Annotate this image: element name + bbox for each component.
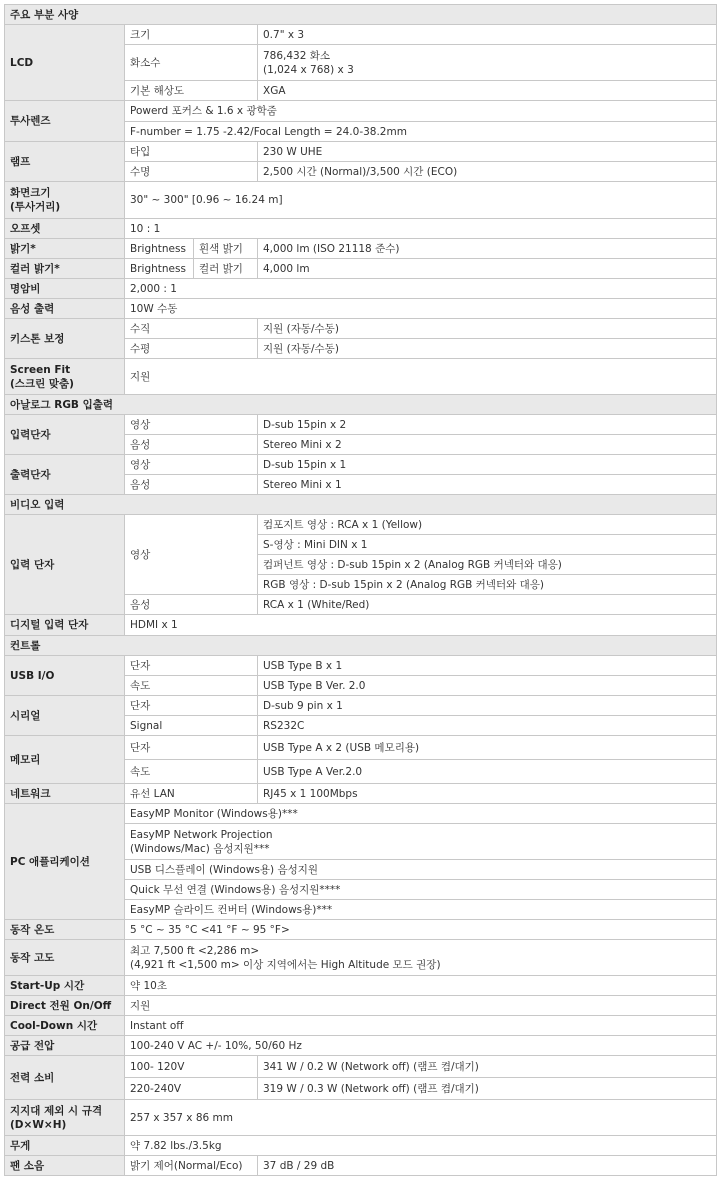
table-row [5, 1156, 717, 1176]
table-row [5, 736, 717, 760]
row-header-analog-out: 출력단자 [5, 455, 125, 495]
video-in-v4: RGB 영상 : D-sub 15pin x 2 (Analog RGB 커넥터와 대응) [258, 575, 717, 595]
table-row [5, 615, 717, 636]
analog-out-audio-value: Stereo Mini x 1 [258, 475, 717, 495]
analog-out-audio-label: 음성 [125, 475, 258, 495]
video-in-v2: S-영상 : Mini DIN x 1 [258, 535, 717, 555]
lcd-pixels-value [258, 45, 717, 81]
table-row [5, 996, 717, 1016]
color-brightness-value: 4,000 lm [258, 259, 717, 279]
table-row [5, 319, 717, 339]
keystone-h-value: 지원 (자동/수동) [258, 339, 717, 359]
row-header-screen [5, 182, 125, 219]
startup-value: 약 10초 [125, 976, 717, 996]
table-row [5, 359, 717, 395]
power-cons-r2-label: 220-240V [125, 1078, 258, 1100]
network-sub: 유선 LAN [125, 784, 258, 804]
screen-label-2: (투사거리) [10, 201, 61, 213]
table-row [5, 101, 717, 122]
table-row [5, 239, 717, 259]
serial-signal-label: Signal [125, 716, 258, 736]
row-header-op-alt: 동작 고도 [5, 940, 125, 976]
pc-app-4: Quick 무선 연결 (Windows용) 음성지원**** [125, 880, 717, 900]
op-alt-line-2: (4,921 ft <1,500 m> 이상 지역에서는 High Altitude 모드 권장) [130, 958, 441, 971]
pc-app-3: USB 디스플레이 (Windows용) 음성지원 [125, 860, 717, 880]
row-header-lamp: 램프 [5, 142, 125, 182]
dimensions-value: 257 x 357 x 86 mm [125, 1100, 717, 1136]
table-row [5, 455, 717, 475]
color-brightness-sub: Brightness [125, 259, 194, 279]
row-header-power-supply: 공급 전압 [5, 1036, 125, 1056]
row-header-memory: 메모리 [5, 736, 125, 784]
fan-noise-sub: 밝기 제어(Normal/Eco) [125, 1156, 258, 1176]
dimensions-label-1: 지지대 제외 시 규격 [10, 1104, 103, 1117]
video-in-v1: 컴포지트 영상 : RCA x 1 (Yellow) [258, 515, 717, 535]
brightness-sub2: 흰색 밝기 [194, 239, 258, 259]
row-header-video-in: 입력 단자 [5, 515, 125, 615]
lamp-life-value: 2,500 시간 (Normal)/3,500 시간 (ECO) [258, 162, 717, 182]
section-video: 비디오 입력 [5, 495, 717, 515]
pc-app-2-line-1: EasyMP Network Projection [130, 828, 273, 841]
fan-noise-value: 37 dB / 29 dB [258, 1156, 717, 1176]
row-header-power-cons: 전력 소비 [5, 1056, 125, 1100]
table-row [5, 976, 717, 996]
row-header-analog-in: 입력단자 [5, 415, 125, 455]
color-brightness-sub2: 컬러 밝기 [194, 259, 258, 279]
table-row [5, 299, 717, 319]
row-header-brightness: 밝기* [5, 239, 125, 259]
power-supply-value: 100-240 V AC +/- 10%, 50/60 Hz [125, 1036, 717, 1056]
lcd-pixels-line-2: (1,024 x 768) x 3 [263, 63, 354, 76]
table-row [5, 25, 717, 45]
op-temp-value: 5 °C ~ 35 °C <41 °F ~ 95 °F> [125, 920, 717, 940]
analog-out-video-value: D-sub 15pin x 1 [258, 455, 717, 475]
video-in-audio-label: 음성 [125, 595, 258, 615]
lcd-pixels-line-1: 786,432 화소 [263, 49, 331, 62]
screenfit-value: 지원 [125, 359, 717, 395]
power-cons-r2-value: 319 W / 0.3 W (Network off) (램프 켬/대기) [258, 1078, 717, 1100]
table-row [5, 395, 717, 415]
row-header-fan-noise: 팬 소음 [5, 1156, 125, 1176]
row-header-offset: 오프셋 [5, 219, 125, 239]
lcd-size-label: 크기 [125, 25, 258, 45]
row-header-audio: 음성 출력 [5, 299, 125, 319]
lamp-type-value: 230 W UHE [258, 142, 717, 162]
network-value: RJ45 x 1 100Mbps [258, 784, 717, 804]
row-header-pc-app: PC 애플리케이션 [5, 804, 125, 920]
row-header-keystone: 키스톤 보정 [5, 319, 125, 359]
table-row [5, 5, 717, 25]
screenfit-label-1: Screen Fit [10, 363, 71, 376]
serial-port-value: D-sub 9 pin x 1 [258, 696, 717, 716]
table-row [5, 656, 717, 676]
screen-label-1: 화면크기 [10, 187, 51, 199]
memory-speed-label: 속도 [125, 760, 258, 784]
table-row [5, 1056, 717, 1078]
row-header-color-brightness: 컬러 밝기* [5, 259, 125, 279]
table-row [5, 1016, 717, 1036]
brightness-sub: Brightness [125, 239, 194, 259]
lcd-size-value: 0.7" x 3 [258, 25, 717, 45]
table-row [5, 784, 717, 804]
lamp-type-label: 타입 [125, 142, 258, 162]
row-header-startup: Start-Up 시간 [5, 976, 125, 996]
video-in-v3: 컴퍼넌트 영상 : D-sub 15pin x 2 (Analog RGB 커넥터와 대응) [258, 555, 717, 575]
memory-port-value: USB Type A x 2 (USB 메모리용) [258, 736, 717, 760]
video-in-video-label: 영상 [125, 515, 258, 595]
table-row [5, 636, 717, 656]
pc-app-5: EasyMP 슬라이드 컨버터 (Windows용)*** [125, 900, 717, 920]
usb-port-label: 단자 [125, 656, 258, 676]
analog-in-video-value: D-sub 15pin x 2 [258, 415, 717, 435]
memory-port-label: 단자 [125, 736, 258, 760]
usb-speed-value: USB Type B Ver. 2.0 [258, 676, 717, 696]
pc-app-2 [125, 824, 717, 860]
section-title: 주요 부분 사양 [5, 5, 717, 25]
table-row [5, 696, 717, 716]
direct-power-value: 지원 [125, 996, 717, 1016]
pc-app-1: EasyMP Monitor (Windows용)*** [125, 804, 717, 824]
analog-in-video-label: 영상 [125, 415, 258, 435]
table-row [5, 279, 717, 299]
spec-table [4, 4, 717, 1176]
table-row [5, 219, 717, 239]
analog-in-audio-value: Stereo Mini x 2 [258, 435, 717, 455]
lcd-res-label: 기본 해상도 [125, 81, 258, 101]
video-in-audio-value: RCA x 1 (White/Red) [258, 595, 717, 615]
screen-value: 30" ~ 300" [0.96 ~ 16.24 m] [125, 182, 717, 219]
table-row [5, 804, 717, 824]
table-row [5, 415, 717, 435]
power-cons-r1-value: 341 W / 0.2 W (Network off) (램프 켬/대기) [258, 1056, 717, 1078]
screenfit-label-2: (스크린 맞춤) [10, 377, 74, 390]
row-header-weight: 무게 [5, 1136, 125, 1156]
row-header-usb: USB I/O [5, 656, 125, 696]
row-header-dimensions [5, 1100, 125, 1136]
row-header-serial: 시리얼 [5, 696, 125, 736]
table-row [5, 1036, 717, 1056]
keystone-v-label: 수직 [125, 319, 258, 339]
table-row [5, 920, 717, 940]
table-row [5, 1100, 717, 1136]
lens-row-2: F-number = 1.75 -2.42/Focal Length = 24.0-38.2mm [125, 122, 717, 142]
memory-speed-value: USB Type A Ver.2.0 [258, 760, 717, 784]
dimensions-label-2: (D×W×H) [10, 1118, 67, 1131]
lens-row-1: Powerd 포커스 & 1.6 x 광학줌 [125, 101, 717, 122]
row-header-contrast: 명암비 [5, 279, 125, 299]
table-row [5, 495, 717, 515]
row-header-screenfit [5, 359, 125, 395]
row-header-digital: 디지털 입력 단자 [5, 615, 125, 636]
table-row [5, 940, 717, 976]
cooldown-value: Instant off [125, 1016, 717, 1036]
lcd-res-value: XGA [258, 81, 717, 101]
serial-signal-value: RS232C [258, 716, 717, 736]
serial-port-label: 단자 [125, 696, 258, 716]
table-row [5, 259, 717, 279]
power-cons-r1-label: 100- 120V [125, 1056, 258, 1078]
keystone-h-label: 수평 [125, 339, 258, 359]
keystone-v-value: 지원 (자동/수동) [258, 319, 717, 339]
section-analog: 아날로그 RGB 입출력 [5, 395, 717, 415]
audio-value: 10W 수동 [125, 299, 717, 319]
pc-app-2-line-2: (Windows/Mac) 음성지원*** [130, 842, 270, 855]
table-row [5, 182, 717, 219]
table-row [5, 515, 717, 535]
contrast-value: 2,000 : 1 [125, 279, 717, 299]
analog-in-audio-label: 음성 [125, 435, 258, 455]
row-header-network: 네트워크 [5, 784, 125, 804]
table-row [5, 142, 717, 162]
digital-value: HDMI x 1 [125, 615, 717, 636]
offset-value: 10 : 1 [125, 219, 717, 239]
op-alt-value [125, 940, 717, 976]
lamp-life-label: 수명 [125, 162, 258, 182]
row-header-lcd: LCD [5, 25, 125, 101]
row-header-lens: 투사렌즈 [5, 101, 125, 142]
usb-port-value: USB Type B x 1 [258, 656, 717, 676]
row-header-op-temp: 동작 온도 [5, 920, 125, 940]
analog-out-video-label: 영상 [125, 455, 258, 475]
table-row [5, 1136, 717, 1156]
op-alt-line-1: 최고 7,500 ft <2,286 m> [130, 944, 260, 957]
lcd-pixels-label: 화소수 [125, 45, 258, 81]
weight-value: 약 7.82 lbs./3.5kg [125, 1136, 717, 1156]
section-control: 컨트롤 [5, 636, 717, 656]
row-header-cooldown: Cool-Down 시간 [5, 1016, 125, 1036]
usb-speed-label: 속도 [125, 676, 258, 696]
brightness-value: 4,000 lm (ISO 21118 준수) [258, 239, 717, 259]
row-header-direct-power: Direct 전원 On/Off [5, 996, 125, 1016]
